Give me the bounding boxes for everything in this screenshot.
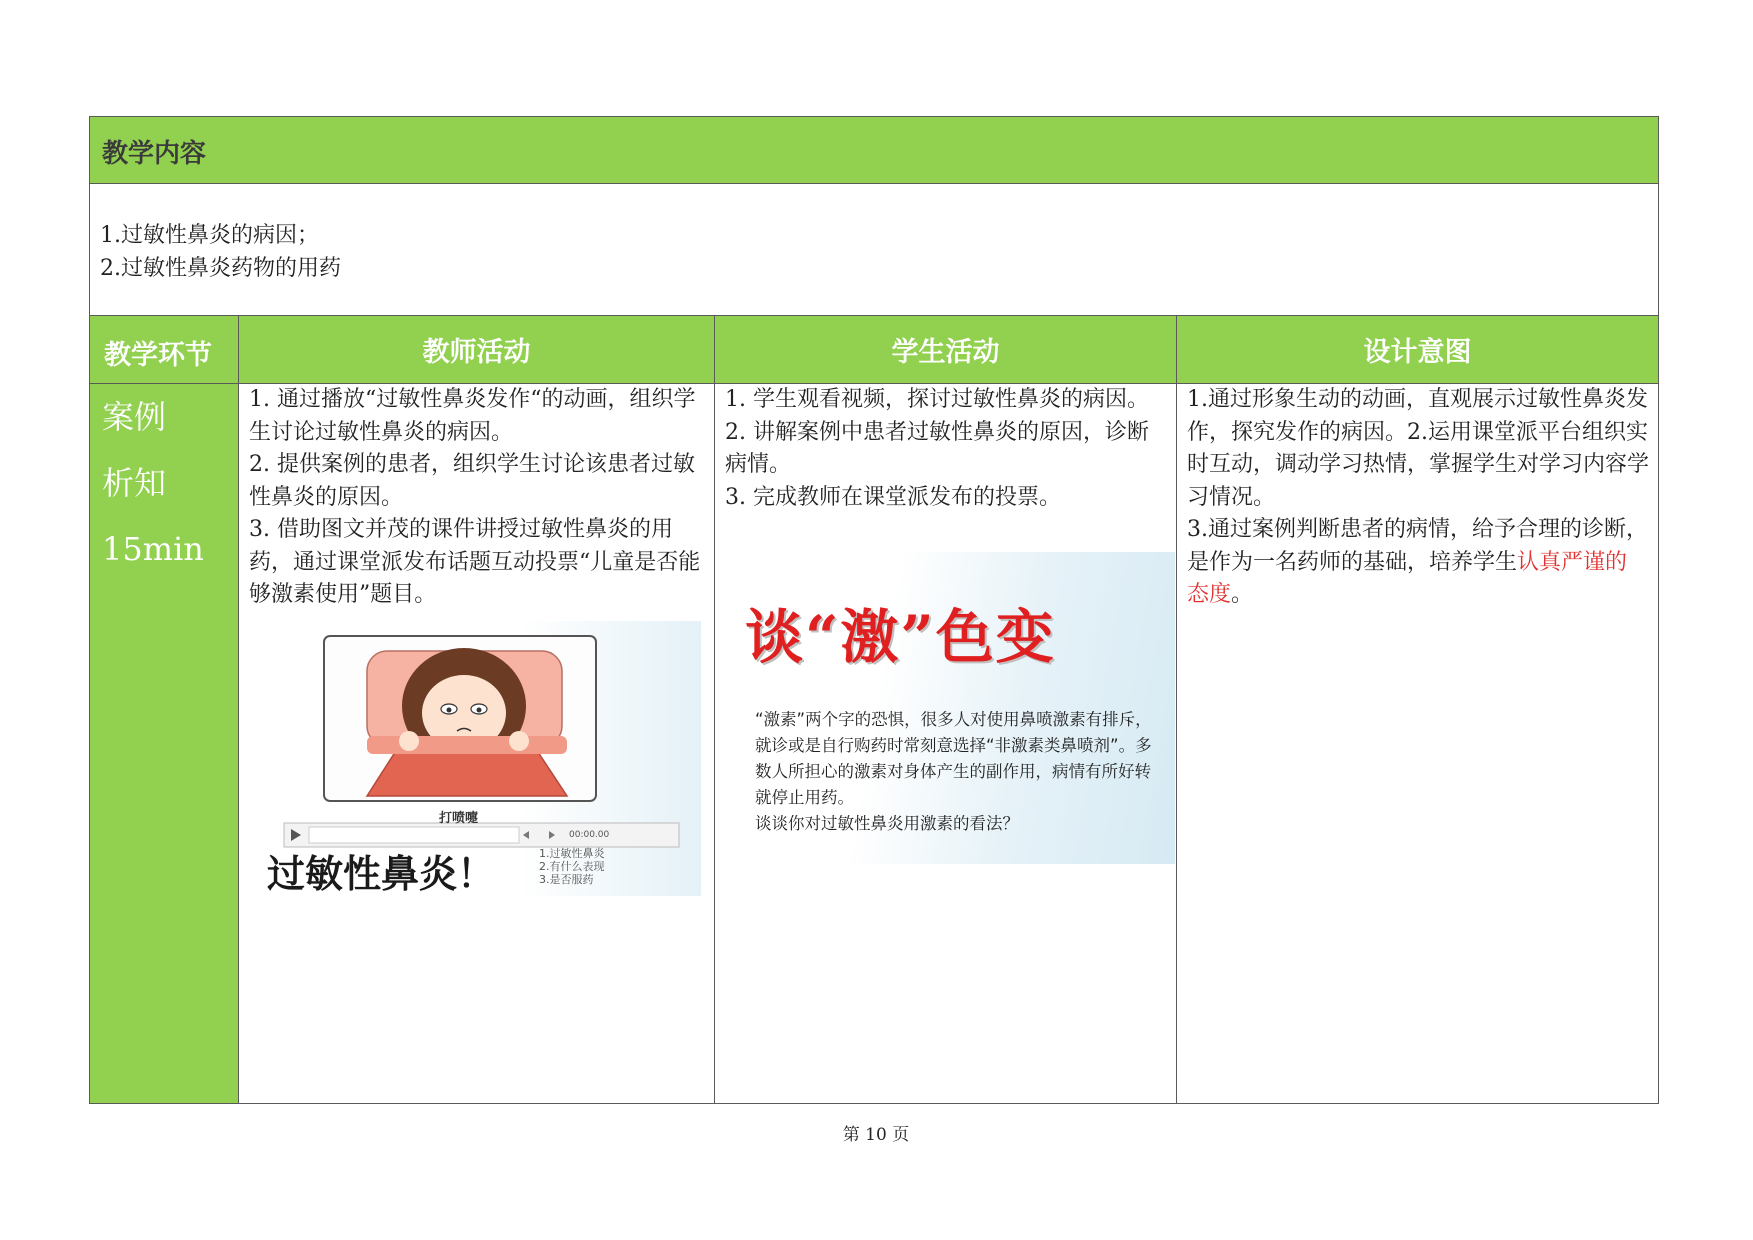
hormone-line: 就停止用药。 — [755, 788, 854, 807]
student-item: 2. 讲解案例中患者过敏性鼻炎的原因，诊断病情。 — [725, 419, 1149, 477]
col-header-stage — [89, 315, 239, 384]
stage-line: 案例 — [102, 398, 167, 436]
design-text-main: 1.通过形象生动的动画，直观展示过敏性鼻炎发作，探究发作的病因。2.运用课堂派平台组织实时互动，调动学习热情，掌握学生对学习内容学习情况。 — [1187, 387, 1650, 510]
teacher-item: 3. 借助图文并茂的课件讲授过敏性鼻炎的用药，通过课堂派发布话题互动投票“儿童是否能够激素使用”题目。 — [249, 517, 701, 607]
teacher-item: 2. 提供案例的患者，组织学生讨论该患者过敏性鼻炎的原因。 — [249, 452, 695, 510]
video-time: 00:00.00 — [569, 830, 610, 840]
hormone-line: 数人所担心的激素对身体产生的副作用，病情有所好转 — [755, 762, 1151, 781]
hormone-line: “激素”两个字的恐惧，很多人对使用鼻喷激素有排斥， — [755, 710, 1152, 729]
design-text-3 — [1187, 514, 1649, 612]
col-student-label: 学生活动 — [891, 337, 1000, 368]
col-design-label: 设计意图 — [1363, 337, 1472, 368]
hormone-slide-title: 谈“激”色变 — [745, 603, 1056, 671]
section-title: 教学内容 — [102, 139, 207, 169]
col-teacher-label: 教师活动 — [422, 337, 531, 368]
video-title: 过敏性鼻炎！ — [267, 852, 496, 896]
content-item: 1.过敏性鼻炎的病因； — [100, 223, 319, 248]
stage-text — [102, 384, 204, 582]
student-item: 3. 完成教师在课堂派发布的投票。 — [725, 484, 1061, 510]
col-header-teacher — [238, 315, 715, 384]
col-stage-label: 教学环节 — [104, 340, 212, 371]
teacher-item: 1. 通过播放“过敏性鼻炎发作“的动画，组织学生讨论过敏性鼻炎的病因。 — [249, 387, 696, 445]
hormone-line: 谈谈你对过敏性鼻炎用激素的看法？ — [755, 814, 1019, 833]
col-header-design — [1176, 315, 1659, 384]
content-list — [100, 220, 341, 285]
video-list-item: 3.是否服药 — [539, 873, 594, 886]
video-slide-image — [249, 621, 701, 896]
hormone-line: 就诊或是自行购药时常刻意选择“非激素类鼻喷剂”。多 — [755, 736, 1152, 755]
student-cell — [714, 383, 1177, 1104]
design-cell — [1176, 383, 1659, 1104]
student-item: 1. 学生观看视频，探讨过敏性鼻炎的病因。 — [725, 387, 1149, 412]
teacher-cell — [238, 383, 715, 1104]
design-text-red: 认真严谨的态度 — [1187, 549, 1628, 607]
page-number: 第 10 页 — [842, 1125, 910, 1145]
hormone-slide-body — [755, 707, 1152, 837]
design-text-end: 。 — [1231, 582, 1254, 607]
content-box — [89, 183, 1659, 316]
video-list-item: 1.过敏性鼻炎 — [539, 847, 605, 860]
section-header-bar — [89, 116, 1659, 184]
design-text-3a: 3.通过案例判断患者的病情，给予合理的诊断，是作为一名药师的基础，培养学生 — [1187, 517, 1648, 575]
teacher-activities — [249, 384, 707, 612]
design-intent — [1187, 384, 1649, 612]
video-list-item: 2.有什么表现 — [539, 860, 605, 873]
content-item: 2.过敏性鼻炎药物的用药 — [100, 255, 341, 281]
student-activities — [725, 384, 1169, 514]
col-header-student — [714, 315, 1177, 384]
stage-cell — [89, 383, 239, 1104]
stage-line: 析知 — [102, 464, 167, 502]
stage-line: 15min — [102, 530, 204, 568]
video-caption: 打喷嚏 — [439, 811, 479, 826]
video-list — [539, 847, 605, 886]
hormone-slide-image — [725, 552, 1175, 864]
